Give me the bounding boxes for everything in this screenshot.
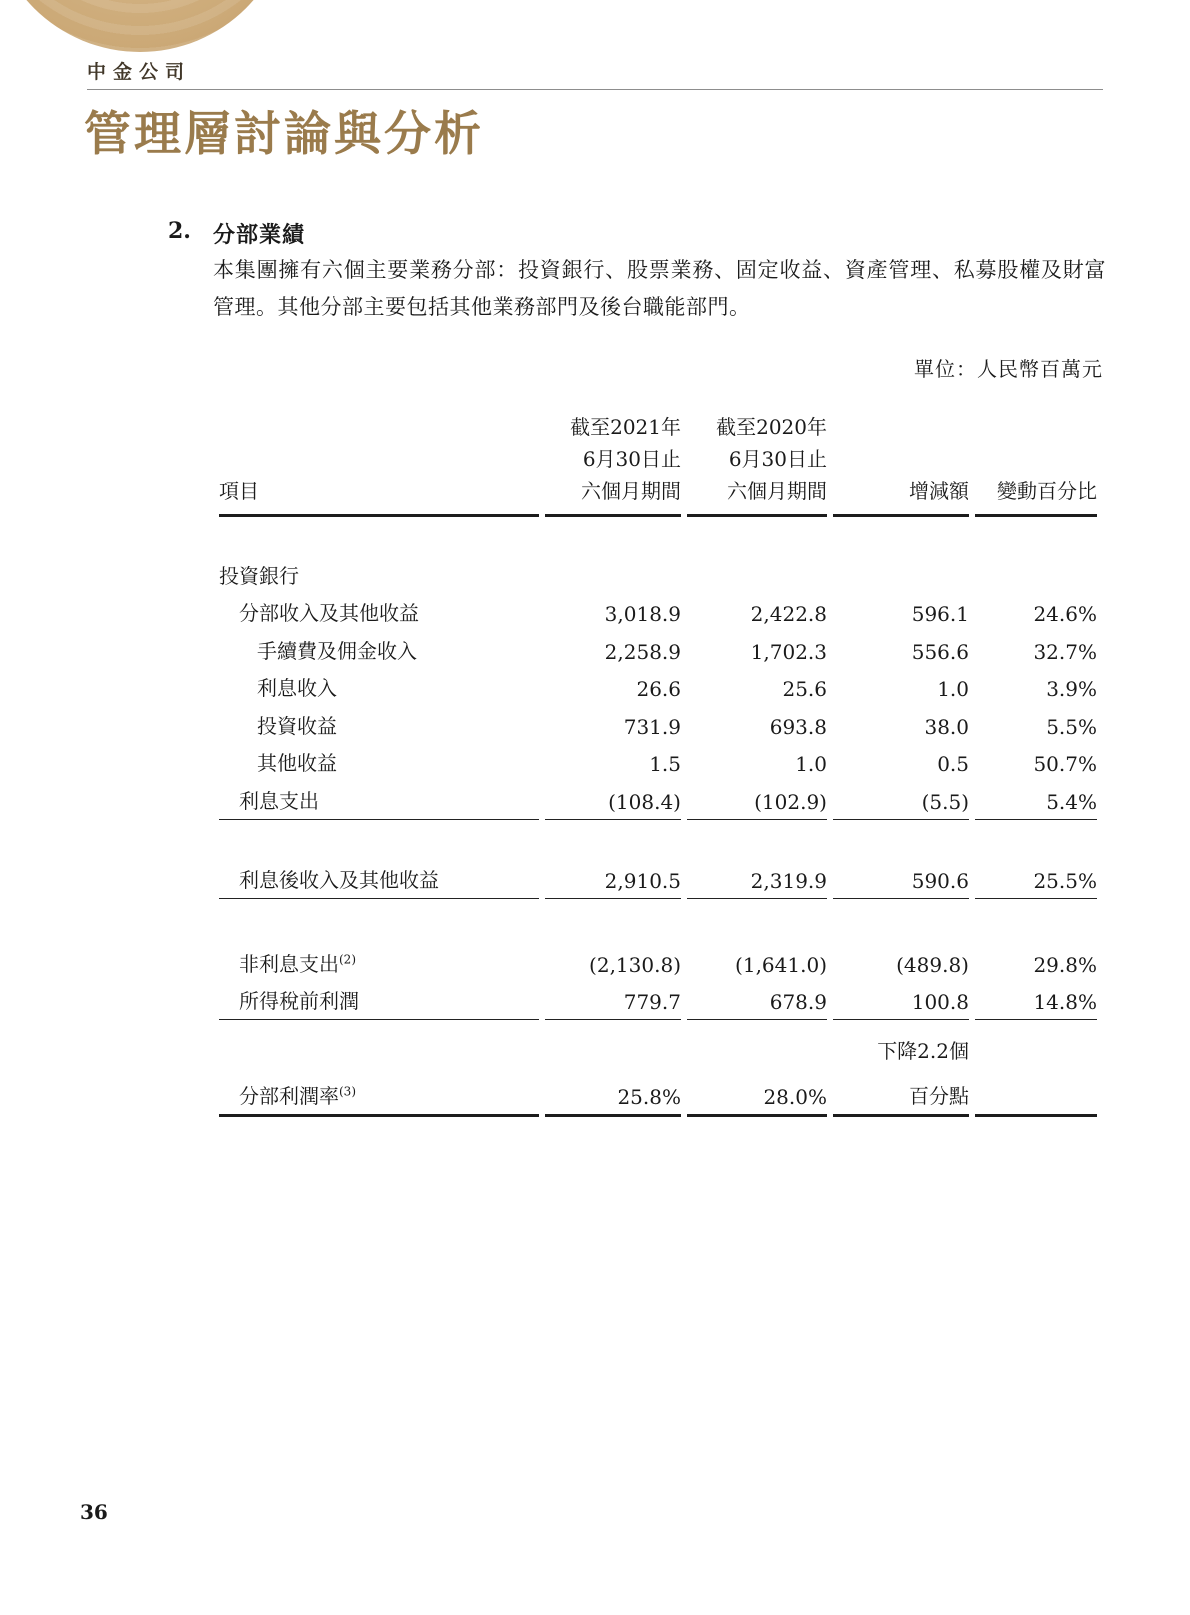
column-header-2021: 截至2021年 6月30日止 六個月期間 <box>545 408 681 517</box>
table-header-row <box>219 408 1097 517</box>
footnote-ref-2: (2) <box>339 951 356 966</box>
page-title: 管理層討論與分析 <box>84 107 484 162</box>
section-heading: 分部業績 <box>213 222 306 248</box>
table-row-interest-expense: 利息支出 (108.4) (102.9) (5.5) 5.4% <box>219 781 1097 820</box>
section-number: 2. <box>168 218 191 244</box>
table-row-profit-before-tax: 所得稅前利潤 779.7 678.9 100.8 14.8% <box>219 982 1097 1021</box>
column-header-item: 項目 <box>219 408 539 517</box>
table-row-other-income: 其他收益 1.5 1.0 0.5 50.7% <box>257 751 1097 776</box>
table-row-interest-income: 利息收入 26.6 25.6 1.0 3.9% <box>257 676 1097 701</box>
table-row-revenue-after-interest: 利息後收入及其他收益 2,910.5 2,319.9 590.6 25.5% <box>219 861 1097 900</box>
segment-results-table <box>213 408 1103 1117</box>
spacer-row <box>219 517 1097 556</box>
intro-paragraph: 本集團擁有六個主要業務分部：投資銀行、股票業務、固定收益、資產管理、私募股權及財富管理。其他分部主要包括其他業務部門及後台職能部門。 <box>213 258 1106 319</box>
table-row-change-note-line1: 下降2.2個 <box>877 1039 969 1063</box>
table-row-segment-revenue: 分部收入及其他收益 3,018.9 2,422.8 596.1 24.6% <box>239 601 1097 626</box>
column-header-change: 增減額 <box>833 408 969 517</box>
column-header-2020: 截至2020年 6月30日止 六個月期間 <box>687 408 827 517</box>
table-row-investment-gains: 投資收益 731.9 693.8 38.0 5.5% <box>257 713 1097 739</box>
column-header-change-pct: 變動百分比 <box>975 408 1097 517</box>
page-number: 36 <box>80 1500 108 1524</box>
spacer-row <box>219 899 1097 944</box>
cicc-seal-icon <box>0 0 290 52</box>
spacer-row <box>219 820 1097 861</box>
unit-note: 單位：人民幣百萬元 <box>914 357 1103 381</box>
table-row-segment-margin: 分部利潤率$^{(3)}$ 25.8% 28.0% 百分點 <box>219 1069 1097 1117</box>
table-row-fee-commission-income: 手續費及佣金收入 2,258.9 1,702.3 556.6 32.7% <box>257 638 1097 664</box>
company-name: 中金公司 <box>87 61 192 83</box>
header-divider <box>87 89 1103 90</box>
footnote-ref-3: (3) <box>339 1084 356 1099</box>
table-row-investment-banking: 投資銀行 <box>219 563 299 588</box>
table-row-non-interest-expense: 非利息支出$^{(2)}$ (2,130.8) (1,641.0) (489.8) 29.8% <box>239 951 1097 977</box>
